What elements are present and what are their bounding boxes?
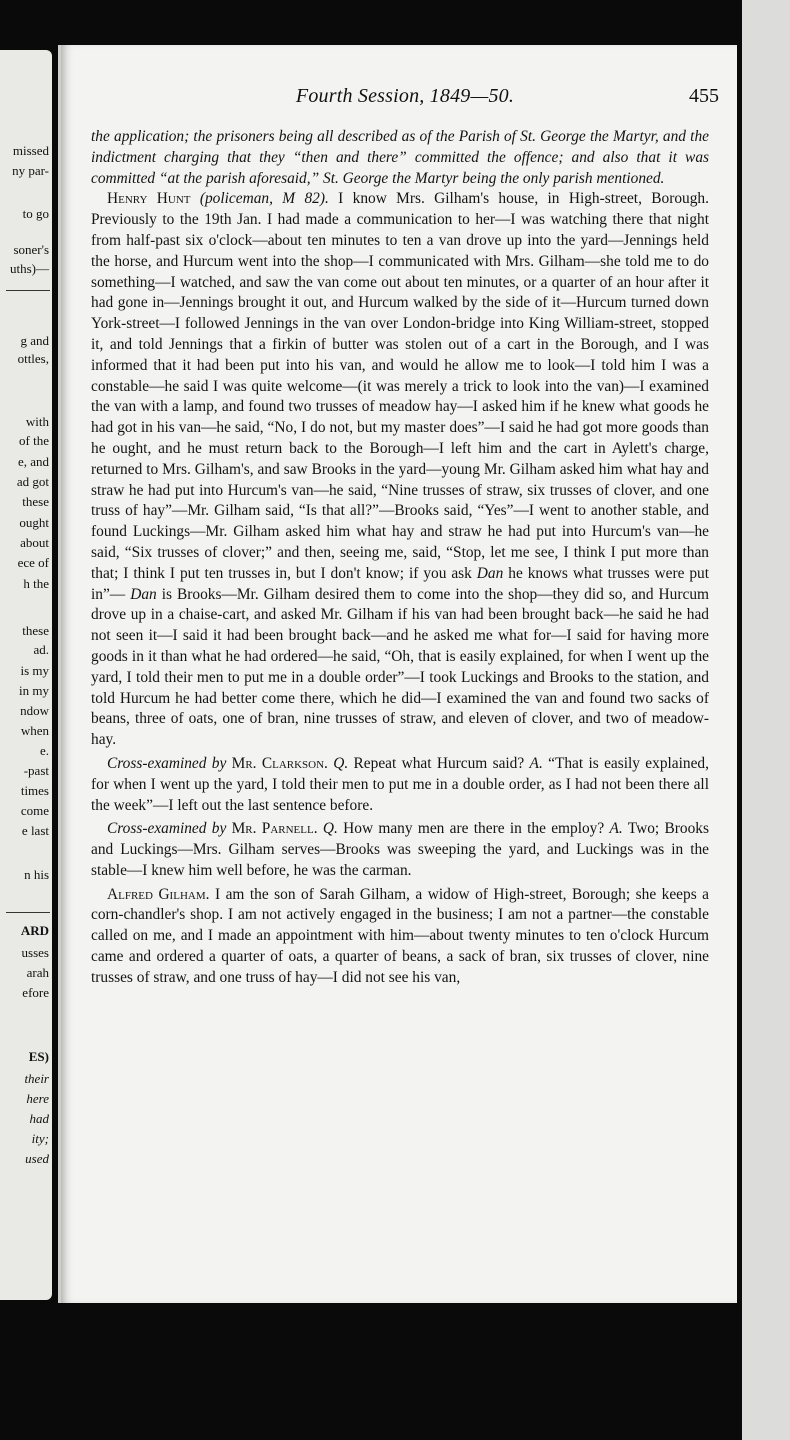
answer-marker: A. xyxy=(529,754,543,772)
left-margin-fragment: ARD xyxy=(20,923,49,938)
witness-name: Alfred Gilham. xyxy=(107,885,210,903)
counsel-name: Mr. Clarkson. xyxy=(231,754,328,772)
running-header xyxy=(91,85,719,113)
witness-role: (policeman, M 82). xyxy=(199,190,329,208)
left-margin-fragment: had xyxy=(29,1111,49,1126)
question-marker: Q. xyxy=(322,820,338,838)
left-margin-fragment: e. xyxy=(39,743,49,758)
page-number: 455 xyxy=(689,85,719,107)
left-margin-fragment: to go xyxy=(22,206,49,221)
left-margin-fragment: h the xyxy=(23,576,49,591)
left-margin-fragment: about xyxy=(20,535,49,550)
left-margin-fragment: used xyxy=(25,1151,49,1166)
left-margin-fragment: -past xyxy=(23,763,49,778)
answer-text: Two; Brooks and Luckings—Mrs. Gilham serves—Brooks was sweeping the yard, and Luckings was in the stable—I knew him well before, he was the carman. xyxy=(91,820,709,879)
left-margin-fragment: efore xyxy=(22,985,49,1000)
left-margin-fragment: usses xyxy=(21,945,49,960)
paragraph-cross-examination-clarkson xyxy=(91,754,709,816)
left-margin-fragment: ought xyxy=(19,515,49,530)
left-margin-fragment: g and xyxy=(20,333,49,348)
left-margin-fragment: times xyxy=(20,783,49,798)
left-page-rule xyxy=(6,912,50,913)
left-margin-fragment: missed xyxy=(12,143,49,158)
left-margin-fragment: these xyxy=(22,623,49,638)
left-margin-fragment: of the xyxy=(19,433,49,448)
question-text: Repeat what Hurcum said? xyxy=(353,754,525,772)
left-margin-fragment: ndow xyxy=(20,703,49,718)
cross-exam-label: Cross-examined by xyxy=(107,820,227,838)
left-margin-fragment: ece of xyxy=(17,555,49,570)
left-margin-fragment: e, and xyxy=(17,454,49,469)
left-margin-fragment: in my xyxy=(19,683,49,698)
left-margin-fragment: ity; xyxy=(31,1131,49,1146)
left-margin-fragment: is my xyxy=(20,663,49,678)
name-dan: Dan xyxy=(130,585,157,603)
left-margin-fragment: their xyxy=(24,1071,49,1086)
left-page-rule xyxy=(6,290,50,291)
paragraph-alfred-gilham-testimony xyxy=(91,885,709,989)
paragraph-henry-hunt-testimony xyxy=(91,189,709,751)
testimony-text: I am the son of Sarah Gilham, a widow of High-street, Borough; she keeps a corn-chandler's shop. I am not actively engaged in the business; I am not a partner—the constable called on me, and I made an appointment with him—about twenty minutes to ten o'clock Hurcum came and ordered a quarter of oats, a quarter of beans, a sack of bran, six trusses of clover, nine trusses of straw, and one truss of hay—I did not see his van, xyxy=(91,885,710,986)
paragraph-cross-examination-parnell xyxy=(91,819,709,881)
document-page xyxy=(58,45,737,1303)
left-margin-fragment: here xyxy=(26,1091,49,1106)
left-margin-fragment: arah xyxy=(26,965,49,980)
left-margin-fragment: ad. xyxy=(33,642,49,657)
left-margin-fragment: when xyxy=(20,723,49,738)
witness-name: Henry Hunt xyxy=(107,190,191,208)
left-margin-fragment: n his xyxy=(24,867,49,882)
left-margin-fragment: ES) xyxy=(28,1049,49,1064)
left-margin-fragment: e last xyxy=(21,823,49,838)
testimony-text: is Brooks—Mr. Gilham desired them to come into the shop—they did so, and Hurcum drove up in a chaise-cart, and asked Mr. Gilham if his van had been brought back—he said he had not seen it—I said it had been brought back—and he asked me what for—I said for having more goods in it than what he had ordered—he said, “Oh, that is easily explained, for when I went up the yard, I told their men to put me in a double order”—I took Luckings and Brooks to the station, and told Hurcum he had better come there, which he did—I examined the van and found two sacks of beans, three of oats, one of bran, nine trusses of straw, and eleven of clover, and two of meadow-hay. xyxy=(91,585,709,749)
question-text: How many men are there in the employ? xyxy=(343,820,605,838)
left-margin-fragment: soner's xyxy=(13,242,49,257)
book-edge xyxy=(742,0,790,1440)
left-margin-fragment: ottles, xyxy=(17,351,49,366)
left-margin-fragment: come xyxy=(20,803,49,818)
answer-marker: A. xyxy=(609,820,623,838)
left-margin-fragment: with xyxy=(25,414,49,429)
page-title: Fourth Session, 1849—50. xyxy=(295,85,515,107)
page-body xyxy=(91,127,709,989)
left-margin-fragment: uths)— xyxy=(10,261,49,276)
testimony-text: he knows what trusses were put in”— xyxy=(91,564,709,603)
left-margin-fragment: these xyxy=(22,494,49,509)
counsel-name: Mr. Parnell. xyxy=(231,820,318,838)
left-margin-fragment: ny par- xyxy=(12,163,49,178)
question-marker: Q. xyxy=(333,754,349,772)
testimony-text: I know Mrs. Gilham's house, in High-street, Borough. Previously to the 19th Jan. I had made a communication to her—I was watching there that night from half-past six o'clock—about ten minutes to ten a van drove up into the yard—Jennings held the horse, and Hurcum went into the shop—I communicated with Mrs. Gilham—she told me to do something—I watched, and saw the van come out about ten minutes, or a quarter of an hour after it had gone in—Jennings brought it out, and Hurcum walked by the side of it—Hurcum turned down York-street—I followed Jennings in the van over London-bridge into King William-street, stopped it, and told Jennings that a firkin of butter was stolen out of a cart in the Borough, and I was informed that it had been put into his van, and would he allow me to look—I told him I was a constable—he said I was quite welcome—(it was merely a trick to look into the van)—I examined the van with a lamp, and found two trusses of meadow hay—I asked him if he knew what goods he had got in his van—he said, “No, I do not, but my master does”—I said he had got more goods than he ought, and he must return back to the Borough—I left him and the cart in Aylett's charge, returned to Mrs. Gilham's, and saw Brooks in the yard—young Mr. Gilham asked him what hay and straw he had put into Hurcum's van—he said, “Nine trusses of straw, six trusses of clover, and one truss of hay”—Mr. Gilham said, “Is that all?”—Brooks said, “Yes”—I went to another stable, and found Luckings—Mr. Gilham asked him what hay and straw he had put into Hurcum's van—he said, “Six trusses of clover;” and then, seeing me, said, “Stop, let me see, I think I put more than that; I think I put ten trusses in, but I don't know; if you ask xyxy=(91,190,709,582)
cross-exam-label: Cross-examined by xyxy=(107,754,227,772)
left-margin-fragment: ad got xyxy=(16,474,49,489)
adjacent-left-page xyxy=(0,50,52,1300)
name-dan: Dan xyxy=(476,564,504,582)
answer-text: “That is easily explained, for when I went up the yard, I told their men to put me in a double order, as I had not been there all the week”—I left out the last sentence before. xyxy=(91,754,709,814)
paragraph-application: the application; the prisoners being all described as of the Parish of St. George the Martyr, and the indictment charging that they “then and there” committed the offence; and also that it was committed “at the parish aforesaid,” St. George the Martyr being the only parish mentioned. xyxy=(91,128,709,187)
